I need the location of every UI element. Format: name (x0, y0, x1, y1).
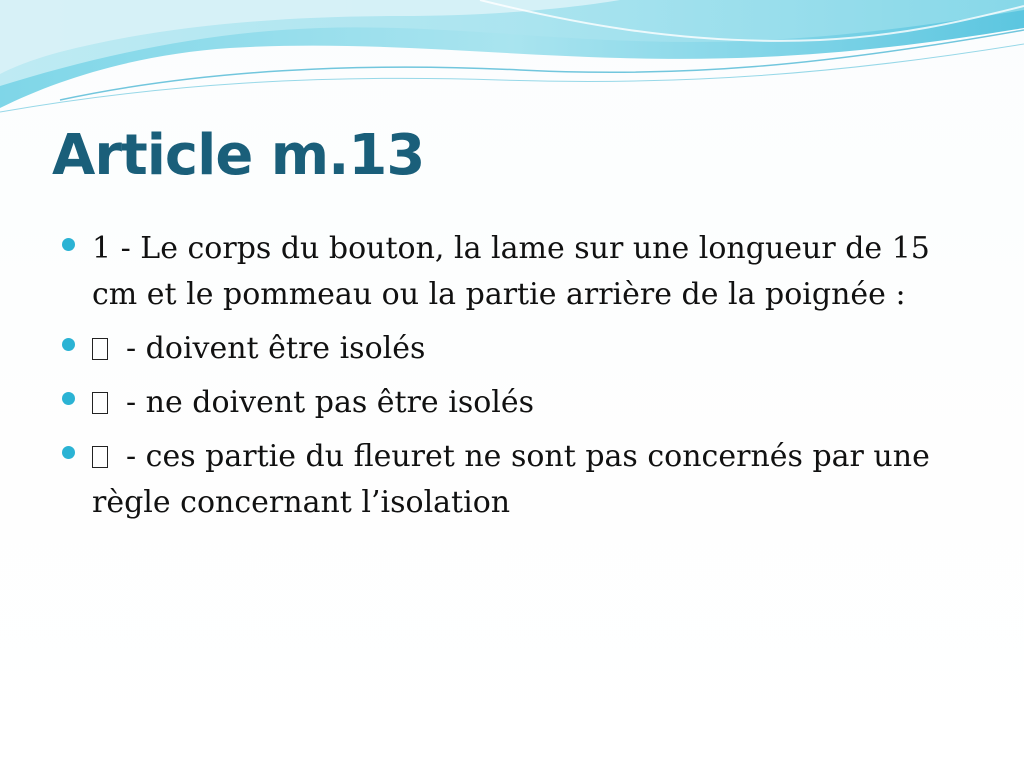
bullet-item-option-3 (62, 434, 972, 526)
bullet-text: 1 - Le corps du bouton, la lame sur une longueur de 15 cm et le pommeau ou la partie arrière de la poignée : (92, 231, 930, 312)
checkbox-glyph-icon (92, 338, 108, 360)
bullet-item-option-1 (62, 326, 972, 372)
checkbox-glyph-icon (92, 446, 108, 468)
bullet-text: - ne doivent pas être isolés (126, 385, 535, 420)
bullet-dot-icon (62, 238, 75, 251)
bullet-dot-icon (62, 338, 75, 351)
checkbox-glyph-icon (92, 392, 108, 414)
bullet-dot-icon (62, 392, 75, 405)
bullet-item-intro (62, 226, 972, 318)
bullet-text: - doivent être isolés (126, 331, 426, 366)
bullet-dot-icon (62, 446, 75, 459)
bullet-text: - ces partie du fleuret ne sont pas concernés par une règle concernant l’isolation (92, 439, 930, 520)
bullet-item-option-2 (62, 380, 972, 426)
bullet-list (62, 226, 972, 534)
wave-header-decoration (0, 0, 1024, 130)
slide-title: Article m.13 (52, 123, 425, 188)
